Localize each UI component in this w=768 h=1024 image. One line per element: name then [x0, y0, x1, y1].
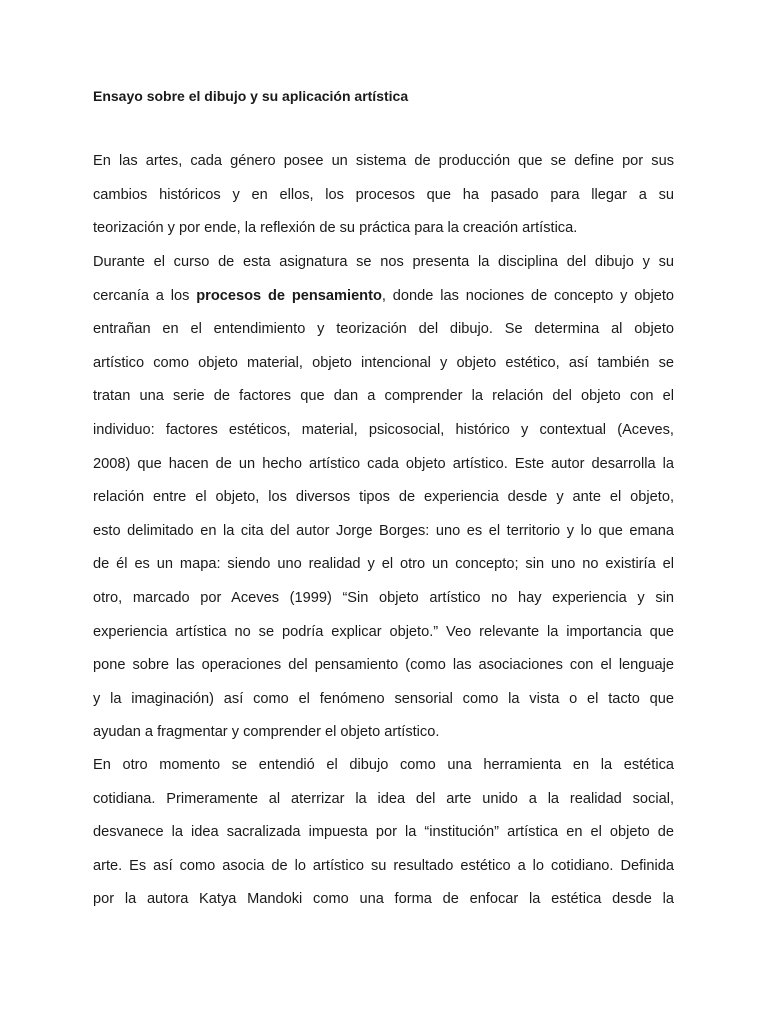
- text-line: otro, marcado por Aceves (1999) “Sin objeto artístico no hay experiencia y sin: [93, 589, 674, 606]
- text-line: relación entre el objeto, los diversos tipos de experiencia desde y ante el objeto,: [93, 489, 674, 506]
- text-line: desvanece la idea sacralizada impuesta por la “institución” artística en el objeto de: [93, 824, 674, 841]
- text-line: entrañan en el entendimiento y teorización del dibujo. Se determina al objeto: [93, 321, 674, 338]
- text-line: y la imaginación) así como el fenómeno sensorial como la vista o el tacto que: [93, 690, 674, 707]
- text-line: individuo: factores estéticos, material, psicosocial, histórico y contextual (Aceves,: [93, 421, 674, 438]
- text-line: teorización y por ende, la reflexión de su práctica para la creación artística.: [93, 220, 578, 237]
- text-span: , donde las nociones de concepto y objeto: [381, 287, 674, 304]
- document-title: Ensayo sobre el dibujo y su aplicación artística: [93, 88, 409, 104]
- text-span: cercanía a los: [93, 287, 197, 304]
- text-line: artístico como objeto material, objeto intencional y objeto estético, así también se: [93, 354, 674, 371]
- text-line: En otro momento se entendió el dibujo como una herramienta en la estética: [93, 757, 674, 773]
- text-line-with-bold: [93, 280, 674, 314]
- text-line: 2008) que hacen de un hecho artístico cada objeto artístico. Este autor desarrolla la: [93, 455, 674, 472]
- text-line: tratan una serie de factores que dan a comprender la relación del objeto con el: [93, 388, 674, 405]
- bold-term: procesos de pensamiento: [196, 287, 382, 304]
- paragraph-3: [93, 749, 674, 917]
- text-line: esto delimitado en la cita del autor Jorge Borges: uno es el territorio y lo que emana: [93, 522, 674, 539]
- text-line: cotidiana. Primeramente al aterrizar la idea del arte unido a la realidad social,: [93, 790, 674, 807]
- text-line: de él es un mapa: siendo uno realidad y el otro un concepto; sin uno no existiría el: [93, 556, 674, 573]
- text-line: ayudan a fragmentar y comprender el objeto artístico.: [93, 724, 440, 741]
- text-line: cambios históricos y en ellos, los procesos que ha pasado para llegar a su: [93, 186, 674, 203]
- paragraph-1: [93, 145, 674, 246]
- text-line: experiencia artística no se podría explicar objeto.” Veo relevante la importancia que: [93, 623, 674, 640]
- text-line: arte. Es así como asocia de lo artístico su resultado estético a lo cotidiano. Definida: [93, 857, 674, 874]
- text-line: pone sobre las operaciones del pensamiento (como las asociaciones con el lenguaje: [93, 657, 674, 674]
- text-line: por la autora Katya Mandoki como una forma de enfocar la estética desde la: [93, 891, 674, 908]
- text-line: Durante el curso de esta asignatura se nos presenta la disciplina del dibujo y su: [93, 254, 674, 270]
- text-line: En las artes, cada género posee un sistema de producción que se define por sus: [93, 153, 674, 169]
- paragraph-2: [93, 246, 674, 750]
